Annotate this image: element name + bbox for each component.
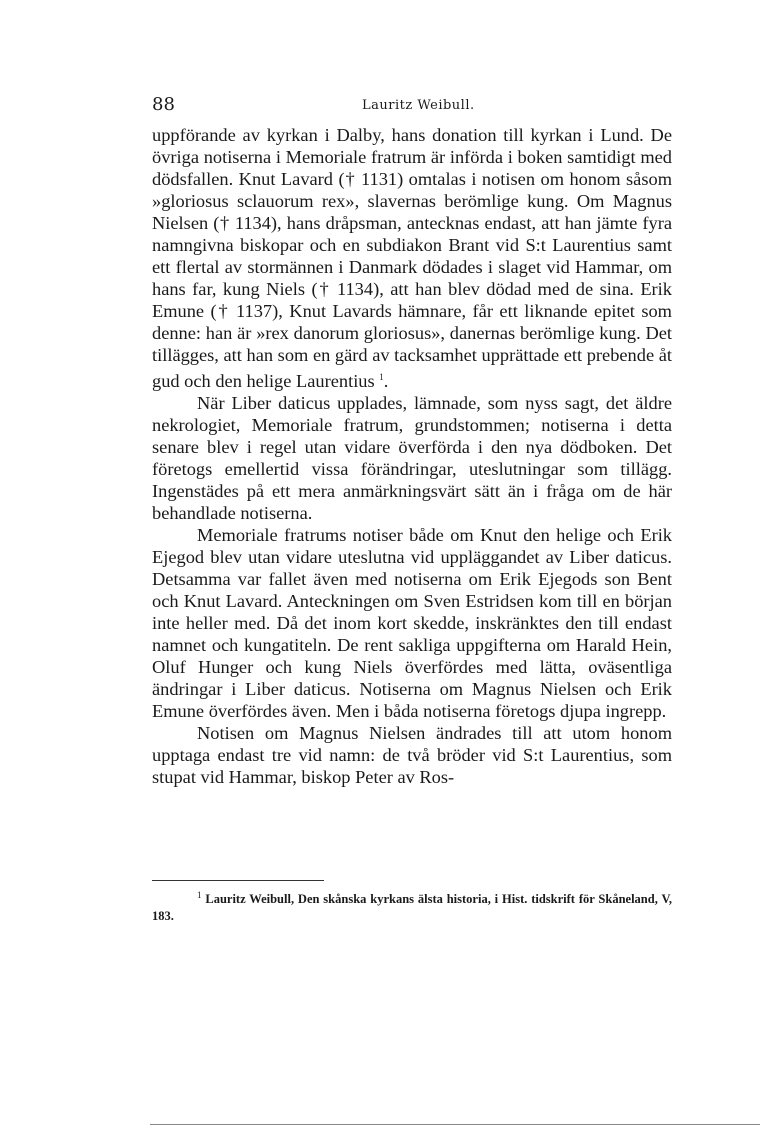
footnote-reference: 1 [379, 372, 384, 382]
page-header [152, 94, 672, 118]
paragraph-1 [152, 124, 672, 392]
footnote-1 [152, 887, 672, 925]
paragraph-1-text: uppförande av kyrkan i Dalby, hans donation till kyrkan i Lund. De övriga notiserna i Memoriale fratrum är införda i boken samtidigt med dödsfallen. Knut Lavard († 1131) omtalas i notisen om honom såsom »gloriosus sclauorum rex», slavernas berömlige kung. Om Magnus Nielsen († 1134), hans dråpsman, antecknas endast, att han jämte fyra namngivna biskopar och en subdiakon Brant vid S:t Laurentius samt ett flertal av stormännen i Danmark dödades i slaget vid Hammar, om hans far, kung Niels († 1134), att han blev dödad med de sina. Erik Emune († 1137), Knut Lavards hämnare, får ett liknande epitet som denne: han är »rex danorum gloriosus», danernas berömlige kung. Det tillägges, att han som en gärd av tacksamhet upprättade ett prebende åt gud och den helige Laurentius [152, 125, 672, 392]
footnotes [152, 887, 672, 925]
paragraph-3: Memoriale fratrums notiser både om Knut den helige och Erik Ejegod blev utan vidare uteslutna vid uppläggandet av Liber daticus. Detsamma var fallet även med notiserna om Erik Ejegods son Bent och Knut Lavard. Anteckningen om Sven Estridsen kom till en början inte heller med. Då det inom kort skedde, inskränktes den till endast namnet och kungatiteln. De rent sakliga uppgifterna om Harald Hein, Oluf Hunger och kung Niels överfördes med lätta, oväsentliga ändringar i Liber daticus. Notiserna om Magnus Nielsen och Erik Emune överfördes även. Men i båda notiserna företogs djupa ingrepp. [152, 525, 672, 722]
body-text [152, 124, 672, 788]
bottom-edge-line [150, 1124, 760, 1125]
running-title: Lauritz Weibull. [362, 98, 475, 113]
footnote-divider [152, 880, 324, 881]
footnote-marker: 1 [197, 890, 202, 900]
paragraph-1-end: . [383, 371, 389, 392]
paragraph-2: När Liber daticus upplades, lämnade, som nyss sagt, det äldre nekrologiet, Memoriale fratrum, grundstommen; notiserna i detta senare blev i regel utan vidare överförda i den nya dödboken. Det företogs emellertid vissa förändringar, uteslutningar som tillägg. Ingenstädes på ett mera anmärkningsvärt sätt än i fråga om de här behandlade notiserna. [152, 393, 672, 524]
page-number: 88 [152, 94, 175, 115]
footnote-text: Lauritz Weibull, Den skånska kyrkans älsta historia, i Hist. tidskrift för Skåneland, V, 183. [152, 892, 672, 924]
paragraph-4: Notisen om Magnus Nielsen ändrades till att utom honom upptaga endast tre vid namn: de två bröder vid S:t Laurentius, som stupat vid Hammar, biskop Peter av Ros- [152, 723, 672, 788]
